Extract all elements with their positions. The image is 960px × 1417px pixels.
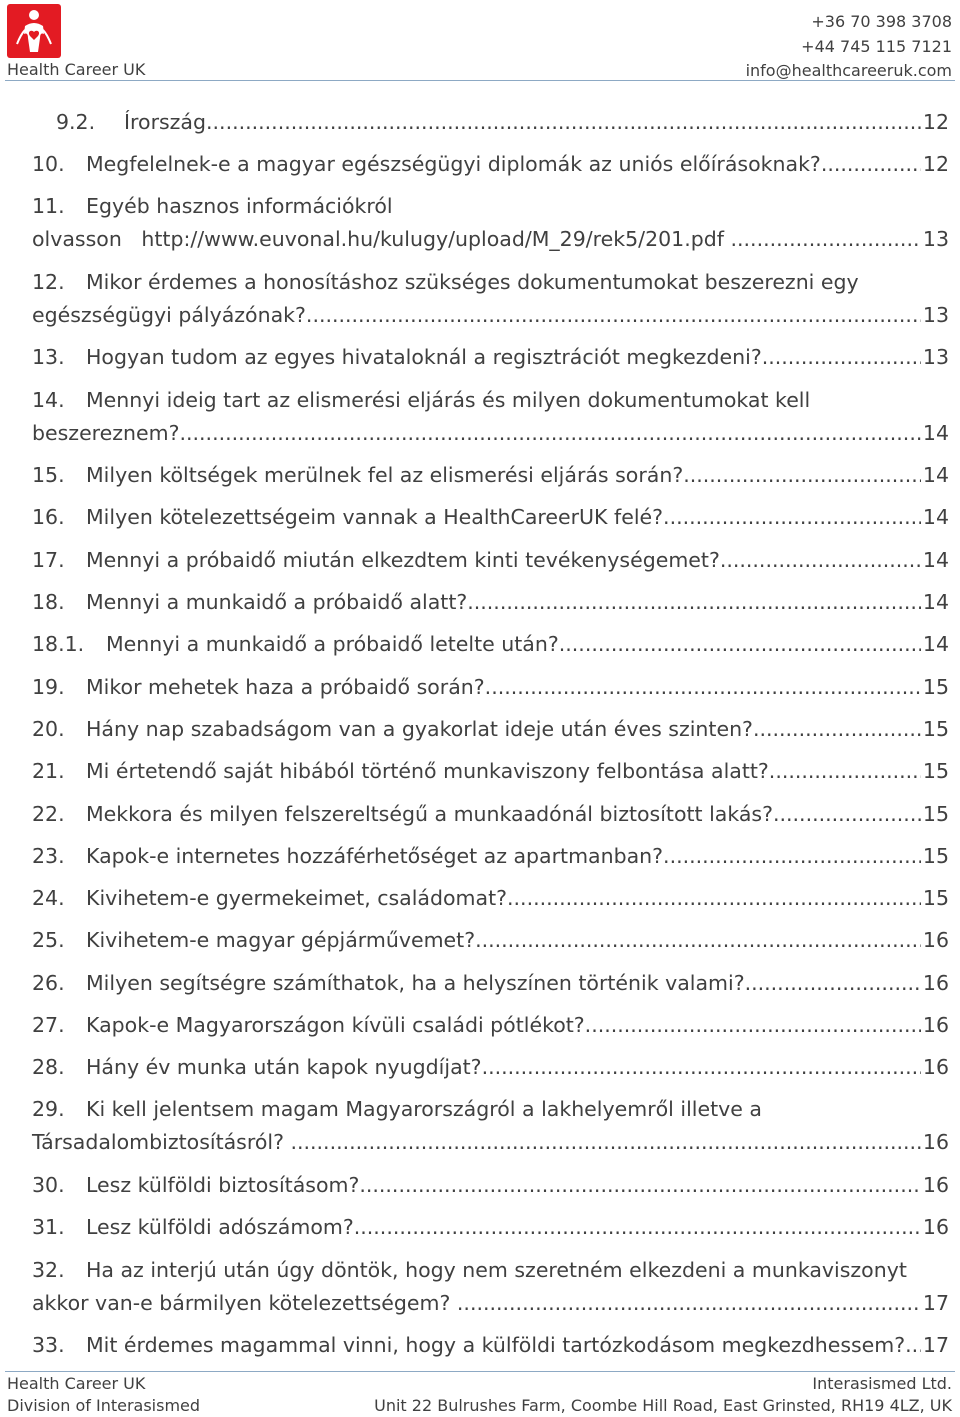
toc-entry[interactable] (0, 1051, 949, 1084)
toc-entry[interactable] (0, 713, 949, 746)
toc-number: 29. (32, 1097, 65, 1121)
toc-title: Kivihetem-e gyermekeimet, családomat? (86, 886, 508, 910)
page-footer (0, 1372, 960, 1414)
toc-number: 14. (32, 388, 65, 412)
toc-number: 18. (32, 590, 65, 614)
toc-leader (683, 459, 921, 492)
toc-title: Mikor érdemes a honosításhoz szükséges dokumentumokat beszerezni egy (86, 270, 859, 294)
toc-entry[interactable] (0, 586, 949, 619)
toc-leader (206, 106, 921, 139)
footer-address: Unit 22 Bulrushes Farm, Coombe Hill Road, East Grinsted, RH19 4LZ, UK (374, 1396, 952, 1415)
toc-page-number: 14 (922, 590, 949, 614)
toc-title: Mekkora és milyen felszereltségű a munkaadónál biztosított lakás? (86, 802, 773, 826)
toc-number: 31. (32, 1215, 65, 1239)
toc-number: 11. (32, 194, 65, 218)
toc-number: 13. (32, 345, 65, 369)
toc-leader (482, 1051, 921, 1084)
toc-title: Milyen kötelezettségeim vannak a HealthCareerUK felé? (86, 505, 664, 529)
toc-title-continued: Társadalombiztosításról? (32, 1130, 291, 1154)
toc-leader (485, 671, 921, 704)
toc-title-continued: akkor van-e bármilyen kötelezettségem? (32, 1291, 457, 1315)
toc-leader (290, 1126, 920, 1159)
toc-leader (905, 1329, 921, 1362)
toc-number: 33. (32, 1333, 65, 1357)
toc-page-number: 16 (922, 1173, 949, 1197)
toc-entry[interactable] (0, 924, 949, 957)
toc-page-number: 15 (922, 886, 949, 910)
toc-number: 9.2. (56, 110, 96, 134)
toc-number: 27. (32, 1013, 65, 1037)
toc-leader (769, 755, 921, 788)
toc-leader (773, 798, 921, 831)
toc-page-number: 15 (922, 717, 949, 741)
toc-number: 15. (32, 463, 65, 487)
toc-page-number: 16 (922, 971, 949, 995)
toc-number: 30. (32, 1173, 65, 1197)
toc-leader (457, 1287, 921, 1320)
toc-entry[interactable] (0, 106, 949, 139)
toc-number: 17. (32, 548, 65, 572)
contact-block (746, 10, 952, 84)
toc-title: Kapok-e Magyarországon kívüli családi pótlékot? (86, 1013, 585, 1037)
toc-page-number: 14 (922, 632, 949, 656)
contact-email[interactable]: info@healthcareeruk.com (745, 61, 952, 80)
toc-title: Hány év munka után kapok nyugdíjat? (86, 1055, 482, 1079)
toc-title: Mit érdemes magammal vinni, hogy a külföldi tartózkodásom megkezdhessem? (86, 1333, 906, 1357)
page-header (0, 0, 960, 82)
toc-leader (306, 299, 921, 332)
toc-entry[interactable] (0, 798, 949, 831)
toc-leader (762, 341, 921, 374)
toc-page-number: 17 (922, 1333, 949, 1357)
toc-leader (753, 713, 921, 746)
toc-number: 10. (32, 152, 65, 176)
toc-title: Ha az interjú után úgy döntök, hogy nem szeretném elkezdeni a munkaviszonyt (86, 1258, 907, 1282)
toc-title-continued: beszereznem? (32, 421, 180, 445)
toc-entry[interactable] (0, 384, 949, 450)
toc-title: Kivihetem-e magyar gépjárművemet? (86, 928, 476, 952)
toc-number: 16. (32, 505, 65, 529)
toc-title: Mennyi a munkaidő a próbaidő alatt? (86, 590, 468, 614)
toc-leader (559, 628, 921, 661)
toc-entry[interactable] (0, 1093, 949, 1159)
toc-number: 18.1. (32, 632, 85, 656)
toc-entry[interactable] (0, 1329, 949, 1362)
toc-leader (745, 967, 921, 1000)
health-career-logo-icon (7, 4, 61, 58)
toc-leader (359, 1169, 921, 1202)
toc-number: 28. (32, 1055, 65, 1079)
toc-title: Mennyi ideig tart az elismerési eljárás és milyen dokumentumokat kell (86, 388, 811, 412)
toc-page-number: 12 (922, 110, 949, 134)
toc-page-number: 14 (922, 505, 949, 529)
toc-entry[interactable] (0, 459, 949, 492)
toc-number: 23. (32, 844, 65, 868)
toc-title: Milyen segítségre számíthatok, ha a helyszínen történik valami? (86, 971, 745, 995)
toc-leader (585, 1009, 921, 1042)
toc-entry[interactable] (0, 190, 949, 256)
toc-title: Ki kell jelentsem magam Magyarországról a lakhelyemről illetve a (86, 1097, 762, 1121)
toc-leader (663, 501, 921, 534)
toc-page-number: 15 (922, 802, 949, 826)
footer-legal-name: Interasismed Ltd. (812, 1374, 952, 1393)
toc-page-number: 13 (922, 227, 949, 251)
toc-number: 26. (32, 971, 65, 995)
toc-title: Mikor mehetek haza a próbaidő során? (86, 675, 485, 699)
toc-title: Mennyi a munkaidő a próbaidő letelte után? (106, 632, 559, 656)
toc-title: Írország (124, 110, 207, 134)
toc-leader (821, 148, 921, 181)
toc-page-number: 13 (922, 345, 949, 369)
toc-title: Mennyi a próbaidő miután elkezdtem kinti tevékenységemet? (86, 548, 720, 572)
toc-entry[interactable] (0, 266, 949, 332)
toc-leader (467, 586, 921, 619)
toc-leader (475, 924, 921, 957)
footer-right (374, 1373, 952, 1417)
toc-entry[interactable] (0, 628, 949, 661)
footer-left (7, 1373, 200, 1417)
footer-division: Division of Interasismed (7, 1396, 201, 1415)
toc-title: Egyéb hasznos információkról (86, 194, 393, 218)
toc-entry[interactable] (0, 1169, 949, 1202)
phone-uk: +44 745 115 7121 (801, 36, 952, 56)
toc-page-number: 14 (922, 463, 949, 487)
toc-page-number: 15 (922, 759, 949, 783)
toc-leader (354, 1211, 921, 1244)
toc-entry[interactable] (0, 882, 949, 915)
toc-title: Hány nap szabadságom van a gyakorlat ideje után éves szinten? (86, 717, 753, 741)
toc-title: Lesz külföldi adószámom? (86, 1215, 354, 1239)
toc-entry[interactable] (0, 671, 949, 704)
toc-page-number: 15 (922, 675, 949, 699)
toc-title: Milyen költségek merülnek fel az elismerési eljárás során? (86, 463, 684, 487)
toc-number: 12. (32, 270, 65, 294)
toc-entry[interactable] (0, 148, 949, 181)
toc-number: 21. (32, 759, 65, 783)
brand-name: Health Career UK (7, 60, 146, 79)
phone-hu: +36 70 398 3708 (811, 12, 952, 31)
toc-entry[interactable] (0, 967, 949, 1000)
toc-page-number: 14 (922, 548, 949, 572)
toc-leader (663, 840, 921, 873)
toc-leader (179, 417, 920, 450)
toc-entry[interactable] (0, 755, 949, 788)
header-divider (5, 80, 955, 81)
toc-title: Lesz külföldi biztosításom? (86, 1173, 360, 1197)
toc-number: 19. (32, 675, 65, 699)
toc-page-number: 16 (922, 928, 949, 952)
toc-entry[interactable] (0, 1211, 949, 1244)
toc-page-number: 15 (922, 844, 949, 868)
toc-page-number: 16 (922, 1013, 949, 1037)
toc-number: 22. (32, 802, 65, 826)
toc-entry[interactable] (0, 544, 949, 577)
toc-page-number: 17 (922, 1291, 949, 1315)
footer-company: Health Career UK (7, 1374, 146, 1393)
toc-entry[interactable] (0, 1009, 949, 1042)
toc-entry[interactable] (0, 341, 949, 374)
toc-title-continued: olvasson http://www.euvonal.hu/kulugy/upload/M_29/rek5/201.pdf (32, 227, 731, 251)
toc-page-number: 12 (922, 152, 949, 176)
toc-title: Megfelelnek-e a magyar egészségügyi diplomák az uniós előírásoknak? (86, 152, 821, 176)
toc-title: Kapok-e internetes hozzáférhetőséget az apartmanban? (86, 844, 664, 868)
toc-title: Hogyan tudom az egyes hivataloknál a regisztrációt megkezdeni? (86, 345, 762, 369)
toc-entry[interactable] (0, 501, 949, 534)
toc-page-number: 16 (922, 1215, 949, 1239)
toc-leader (731, 223, 921, 256)
toc-number: 20. (32, 717, 65, 741)
toc-number: 32. (32, 1258, 65, 1282)
toc-leader (507, 882, 921, 915)
toc-page-number: 14 (922, 421, 949, 445)
toc-entry[interactable] (0, 1254, 949, 1320)
toc-page-number: 13 (922, 303, 949, 327)
toc-entry[interactable] (0, 840, 949, 873)
toc-number: 25. (32, 928, 65, 952)
toc-leader (720, 544, 921, 577)
toc-number: 24. (32, 886, 65, 910)
toc-page-number: 16 (922, 1055, 949, 1079)
toc-page-number: 16 (922, 1130, 949, 1154)
toc-title-continued: egészségügyi pályázónak? (32, 303, 306, 327)
toc-title: Mi értetendő saját hibából történő munkaviszony felbontása alatt? (86, 759, 769, 783)
